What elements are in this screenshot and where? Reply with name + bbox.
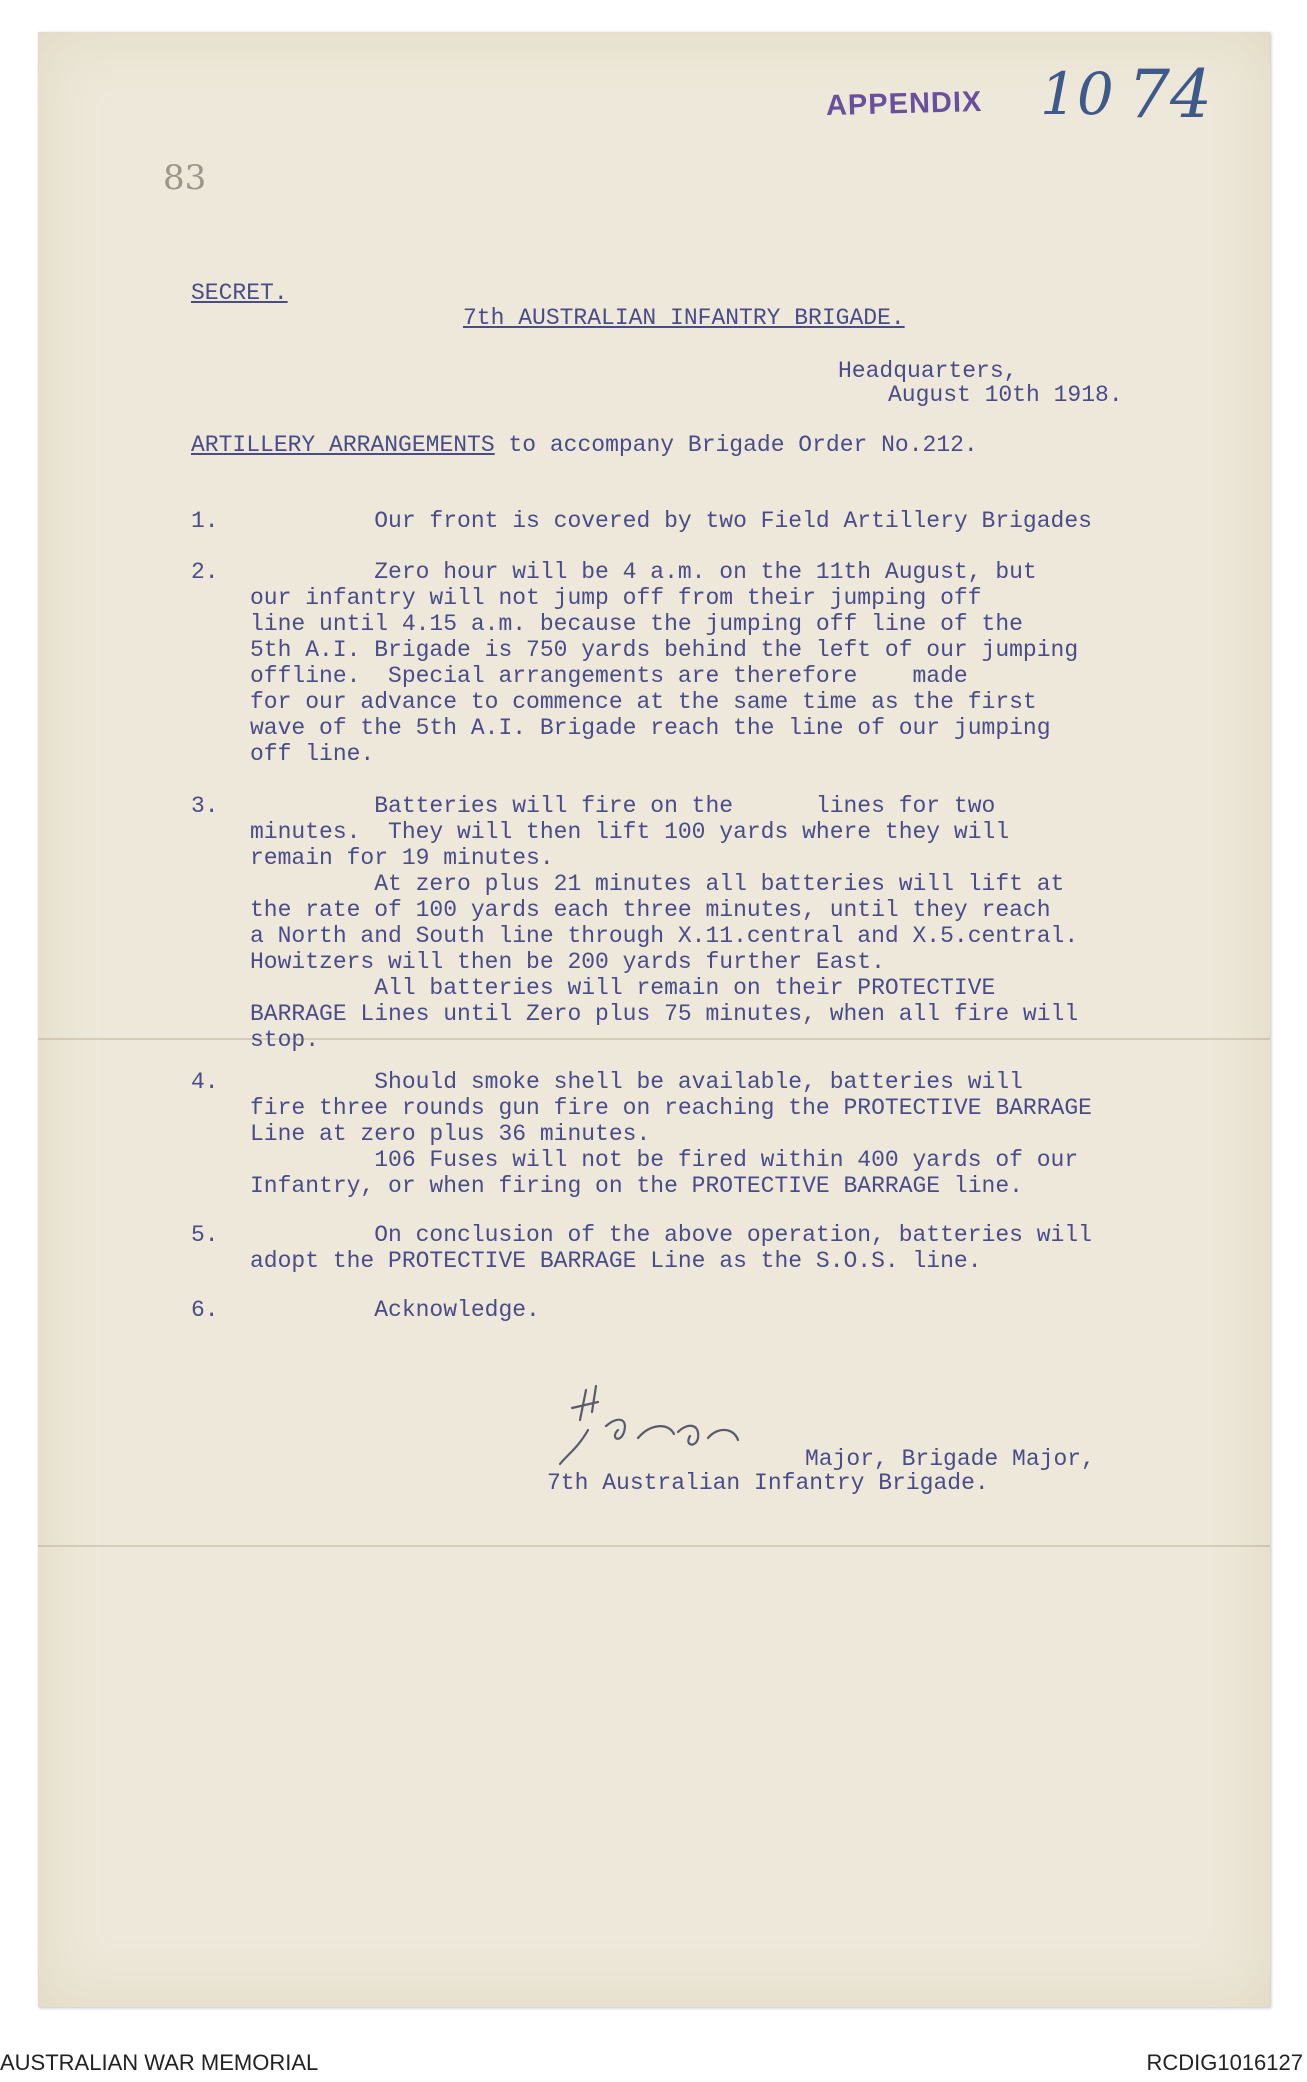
paragraph-line: adopt the PROTECTIVE BARRAGE Line as the S.O.S. line. <box>250 1248 982 1274</box>
paragraph-line: Should smoke shell be available, batteries will <box>250 1069 1023 1095</box>
paragraph-line: Zero hour will be 4 a.m. on the 11th August, but <box>250 559 1037 585</box>
paragraph-text <box>250 1222 1092 1274</box>
paragraph-line: Infantry, or when firing on the PROTECTIVE BARRAGE line. <box>250 1173 1023 1199</box>
paragraph-line: Batteries will fire on the lines for two <box>250 793 996 819</box>
paragraph-line: BARRAGE Lines until Zero plus 75 minutes, when all fire will <box>250 1001 1079 1027</box>
paragraph-number: 6. <box>191 1297 219 1323</box>
paragraph-line: 5th A.I. Brigade is 750 yards behind the left of our jumping <box>250 637 1079 663</box>
paragraph-line: Acknowledge. <box>250 1297 540 1323</box>
paragraph-line: Line at zero plus 36 minutes. <box>250 1121 651 1147</box>
signature-title: Major, Brigade Major, <box>805 1446 1095 1472</box>
paragraph-text <box>250 793 1078 1053</box>
signature-unit: 7th Australian Infantry Brigade. <box>547 1470 989 1496</box>
handwritten-number-b: 74 <box>1128 56 1212 133</box>
secret-label: SECRET. <box>191 280 288 306</box>
paragraph-line: line until 4.15 a.m. because the jumping off line of the <box>250 611 1023 637</box>
paragraph-number: 4. <box>191 1069 219 1095</box>
footer-id: RCDIG1016127 <box>1146 2050 1303 2075</box>
document-title: 7th AUSTRALIAN INFANTRY BRIGADE. <box>463 305 905 331</box>
paragraph-text <box>250 1297 540 1323</box>
subject-heading: ARTILLERY ARRANGEMENTS <box>191 432 495 458</box>
subject-rest: to accompany Brigade Order No.212. <box>494 432 978 458</box>
paragraph-line: All batteries will remain on their PROTECTIVE <box>250 975 996 1001</box>
paragraph-line: a North and South line through X.11.central and X.5.central. <box>250 923 1079 949</box>
paragraph-line: stop. <box>250 1027 320 1053</box>
paragraph-line: our infantry will not jump off from their jumping off <box>250 585 982 611</box>
paragraph-line: off line. <box>250 741 375 767</box>
paragraph-line: Howitzers will then be 200 yards further East. <box>250 949 885 975</box>
appendix-stamp: APPENDIX <box>825 85 983 123</box>
paragraph-number: 5. <box>191 1222 219 1248</box>
date-line: August 10th 1918. <box>888 382 1123 408</box>
paragraph-line: fire three rounds gun fire on reaching the PROTECTIVE BARRAGE <box>250 1095 1092 1121</box>
footer-source: AUSTRALIAN WAR MEMORIAL <box>0 2050 319 2075</box>
paper-fold <box>38 1545 1270 1547</box>
paragraph-line: offline. Special arrangements are therefore made <box>250 663 968 689</box>
paragraph-number: 3. <box>191 793 219 819</box>
paragraph-number: 1. <box>191 508 219 534</box>
hq-line: Headquarters, <box>838 358 1018 384</box>
paragraph-line: wave of the 5th A.I. Brigade reach the line of our jumping <box>250 715 1051 741</box>
pencil-folio-number: 83 <box>163 158 207 198</box>
paragraph-text <box>250 559 1078 767</box>
paragraph-line: the rate of 100 yards each three minutes, until they reach <box>250 897 1051 923</box>
paragraph-text <box>250 1069 1092 1199</box>
paragraph-line: At zero plus 21 minutes all batteries will lift at <box>250 871 1065 897</box>
subject-line <box>191 432 978 458</box>
paragraph-line: Our front is covered by two Field Artillery Brigades <box>250 508 1092 534</box>
paragraph-line: 106 Fuses will not be fired within 400 yards of our <box>250 1147 1079 1173</box>
paragraph-text <box>250 508 1092 534</box>
handwritten-signature <box>558 1378 748 1470</box>
paragraph-line: minutes. They will then lift 100 yards where they will <box>250 819 1010 845</box>
paragraph-line: remain for 19 minutes. <box>250 845 554 871</box>
paragraph-line: On conclusion of the above operation, batteries will <box>250 1222 1092 1248</box>
paragraph-line: for our advance to commence at the same time as the first <box>250 689 1037 715</box>
paragraph-number: 2. <box>191 559 219 585</box>
handwritten-number-a: 10 <box>1040 60 1114 128</box>
